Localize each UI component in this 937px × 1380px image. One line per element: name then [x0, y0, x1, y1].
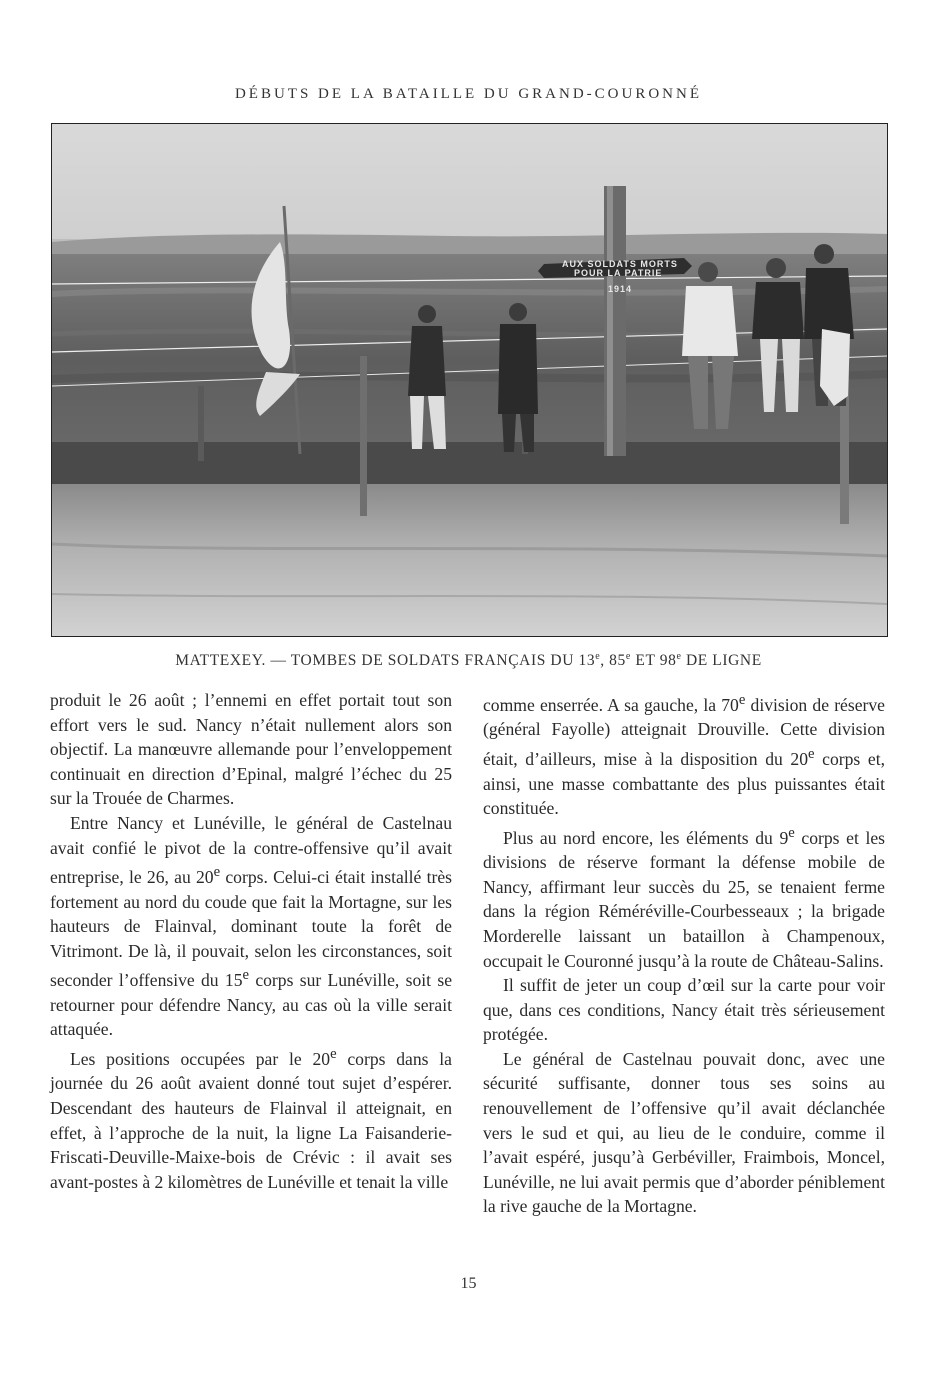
caption-text-end: DE LIGNE [681, 652, 762, 669]
cross-sign-line1: AUX SOLDATS MORTS [562, 259, 678, 269]
left-paragraph-3 [50, 1042, 452, 1194]
page-number: 15 [460, 1275, 477, 1292]
left-p2-sup: e [213, 864, 221, 881]
right-p2-sup: e [788, 824, 795, 841]
right-p1-text-a: comme enserrée. A sa gauche, la 70 [483, 694, 739, 715]
photograph-graves-scene [52, 124, 887, 636]
right-p1-text-b: division de réserve (général Fayolle) atteignait Drouville. Cette division était, d’ailleurs, mise à la disposition du 20 [483, 694, 885, 769]
left-paragraph-1: produit le 26 août ; l’ennemi en effet portait tout son effort vers le sud. Nancy n’était nullement alors son objectif. La manœuvre allemande pour l’enveloppement continuait en direction d’Epinal, malgré l’échec du 25 sur la Trouée de Charmes. [50, 690, 452, 809]
right-paragraph-2 [483, 821, 885, 973]
left-p2-text-b: corps. Celui-ci était installé très fortement au nord du coude que fait la Mortagne, sur les hauteurs de Flainval, dominant toute la forêt de Vitrimont. De là, il pouvait, selon les circonstances, soit seconder l’offensive du 15 [50, 867, 452, 991]
right-p1-text-c: corps et, ainsi, une masse combattante des plus puissantes était constituée. [483, 748, 885, 819]
caption-sup-2: e [625, 650, 631, 662]
caption-sep-2: ET 98 [630, 652, 677, 669]
left-p3-sup: e [330, 1046, 337, 1063]
right-paragraph-4: Le général de Castelnau pouvait donc, avec une sécurité suffisante, donner tous ses soins au renouvellement de l’offensive qu’il avait déclanchée vers le sud et qui, au lieu de le conduire, comme il l’avait espéré, jusqu’à Gerbéviller, Fraimbois, Moncel, Lunéville, ne lui avait permis que d’aborder péniblement la rive gauche de la Mortagne. [483, 1048, 885, 1217]
right-p2-text-b: corps et les divisions de réserve formant la défense mobile de Nancy, affirmant leur succès du 25, se tenaient ferme dans la région Réméréville-Courbesseaux ; la brigade Morderelle laissant un bataillon à Champenoux, occupait le Couronné jusqu’à la route de Château-Salins. [483, 827, 885, 971]
running-title: DÉBUTS DE LA BATAILLE DU GRAND-COURONNÉ [234, 86, 703, 102]
right-paragraph-3: Il suffit de jeter un coup d’œil sur la carte pour voir que, dans ces conditions, Nancy était très sérieusement protégée. [483, 975, 885, 1045]
cross-sign-year: 1914 [608, 284, 633, 294]
caption-sup-1: e [595, 650, 601, 662]
left-column [50, 688, 452, 1194]
left-p2-sup-2: e [242, 967, 250, 984]
caption-sup-3: e [676, 650, 682, 662]
photo-caption [0, 652, 937, 670]
left-p2-text-a: Entre Nancy et Lunéville, le général de Castelnau avait confié le pivot de la contre-offensive qu’il avait entreprise, le 26, au 20 [50, 812, 452, 888]
cross-sign-line2: POUR LA PATRIE [574, 268, 663, 278]
right-p1-sup-2: e [808, 746, 815, 763]
caption-sep-1: , 85 [600, 652, 626, 669]
right-column [483, 688, 885, 1219]
photograph [51, 123, 888, 637]
right-paragraph-1 [483, 688, 885, 821]
left-p2-text-c: corps sur Lunéville, soit se retourner pour défendre Nancy, au cas où la ville serait attaquée. [50, 970, 453, 1040]
left-p3-text-b: corps dans la journée du 26 août avaient donné tout sujet d’espérer. Descendant des hauteurs de Flainval il atteignait, en effet, à l’approche de la nuit, la ligne La Faisanderie-Friscati-Deuville-Maixe-bois de Crévic : il avait ses avant-postes à 2 kilomètres de Lunéville et tenait la ville [50, 1048, 452, 1192]
left-p3-text-a: Les positions occupées par le 20 [70, 1048, 331, 1069]
caption-text-start: MATTEXEY. — TOMBES DE SOLDATS FRANÇAIS DU 13 [175, 652, 596, 669]
right-p2-text-a: Plus au nord encore, les éléments du 9 [503, 827, 789, 848]
right-p1-sup: e [738, 692, 746, 708]
left-paragraph-2 [50, 811, 452, 1042]
